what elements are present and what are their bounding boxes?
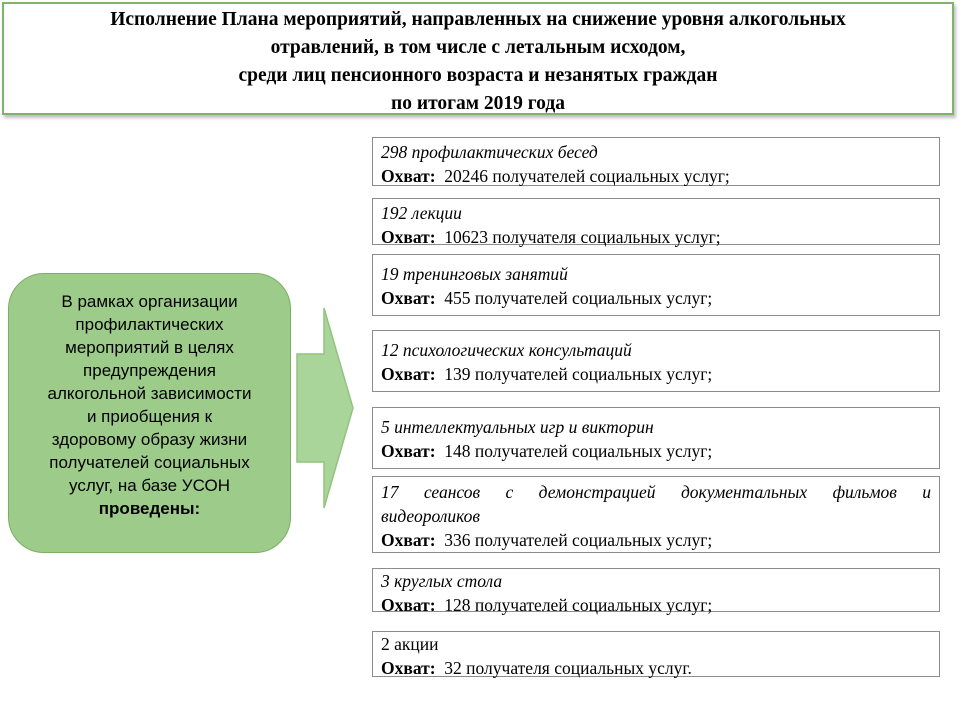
activity-item [372,137,940,186]
coverage-label: Охват: [381,364,436,384]
activity-name: 3 круглых стола [381,571,503,591]
coverage-value: 455 получателей социальных услуг; [444,288,713,308]
activity-item [372,198,940,245]
intro-line: и приобщения к [86,407,213,426]
coverage-value: 32 получателя социальных услуг. [444,658,692,678]
activity-coverage [381,656,939,680]
coverage-value: 128 получателей социальных услуг; [444,595,713,615]
activity-coverage [381,225,939,249]
activity-item [372,476,940,553]
coverage-label: Охват: [381,658,436,678]
coverage-value: 20246 получателей социальных услуг; [444,166,730,186]
activity-coverage [381,439,939,463]
page-title [2,2,954,115]
coverage-label: Охват: [381,595,436,615]
activity-name-continued: видеороликов [381,506,481,526]
title-line: среди лиц пенсионного возраста и незанятых граждан [238,65,718,86]
intro-bold-line: проведены: [98,499,201,518]
activity-coverage [381,362,939,386]
coverage-label: Охват: [381,227,436,247]
activity-name: 298 профилактических бесед [381,142,598,162]
coverage-value: 148 получателей социальных услуг; [444,441,713,461]
intro-line: мероприятий в целях [65,338,234,357]
activity-item [372,254,940,316]
activity-coverage [381,593,939,617]
activity-name: 19 тренинговых занятий [381,264,568,284]
coverage-label: Охват: [381,166,436,186]
activity-name: 192 лекции [381,203,462,223]
activity-coverage [381,164,939,188]
intro-line: услуг, на базе УСОН [69,476,230,495]
activity-coverage [381,528,939,552]
activity-item [372,568,940,615]
coverage-label: Охват: [381,530,436,550]
intro-line: предупреждения [83,361,216,380]
title-line: по итогам 2019 года [391,93,565,114]
coverage-value: 10623 получателя социальных услуг; [444,227,721,247]
coverage-value: 139 получателей социальных услуг; [444,364,713,384]
right-arrow-icon [296,306,356,510]
activity-name: 2 акции [381,634,439,654]
coverage-value: 336 получателей социальных услуг; [444,530,713,550]
intro-line: здоровому образу жизни [51,430,248,449]
activity-name: 5 интеллектуальных игр и викторин [381,417,654,437]
intro-line: профилактических [75,315,224,334]
intro-line: получателей социальных [49,453,250,472]
activity-item [372,407,940,469]
coverage-label: Охват: [381,288,436,308]
activity-item [372,330,940,392]
intro-line: В рамках организации [61,292,238,311]
activity-name: 12 психологических консультаций [381,340,632,360]
activity-name: 17 сеансов с демонстрацией документальных фильмов и [381,482,931,502]
intro-box [8,273,291,553]
title-line: Исполнение Плана мероприятий, направленных на снижение уровня алкогольных [110,9,846,30]
activity-item [372,631,940,677]
coverage-label: Охват: [381,441,436,461]
activity-coverage [381,286,939,310]
intro-line: алкогольной зависимости [47,384,252,403]
title-line: отравлений, в том числе с летальным исходом, [270,37,686,58]
